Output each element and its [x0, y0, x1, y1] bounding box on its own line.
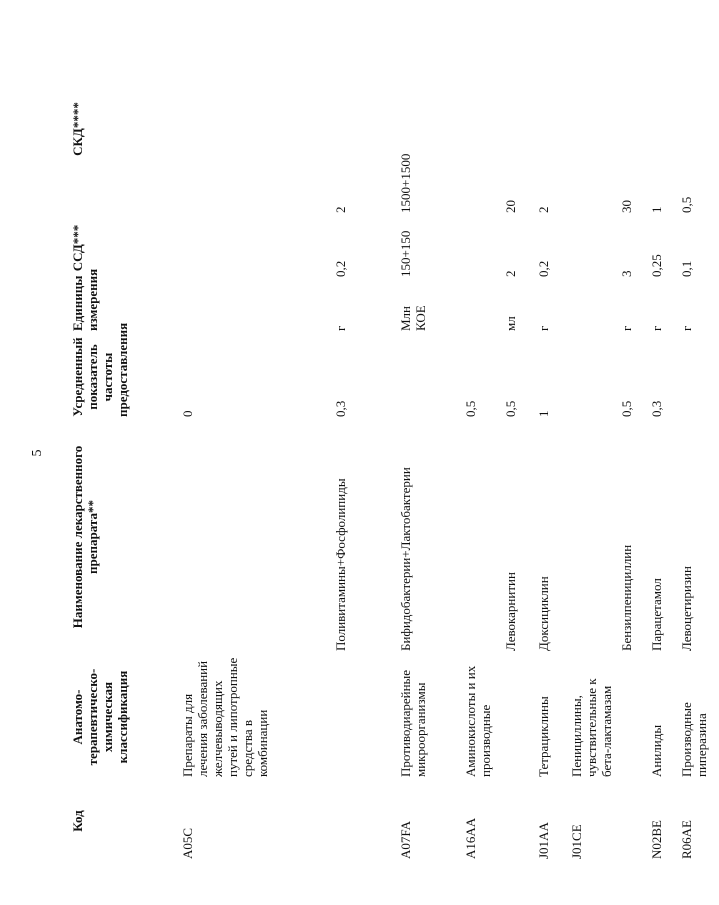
cell-freq — [569, 334, 619, 420]
cell-name — [463, 420, 503, 654]
cell-atc: Пенициллины, чувствительные к бета-лактамазам — [569, 678, 614, 777]
cell-atc — [619, 654, 649, 780]
cell-name: Бифидобактерии+Лактобактерии — [398, 467, 413, 651]
cell-unit: Млн КОЕ — [398, 305, 428, 331]
cell-atc — [333, 654, 398, 780]
cell-unit: мл — [503, 316, 518, 331]
drug-table — [70, 42, 719, 862]
cell-ssd: 0,25 — [649, 254, 664, 277]
cell-freq: 0,5 — [619, 400, 634, 417]
cell-unit: г — [333, 325, 348, 331]
cell-freq: 1 — [536, 410, 551, 417]
cell-name: Поливитамины+Фосфолипиды — [333, 478, 348, 651]
cell-unit: г — [649, 325, 664, 331]
cell-atc: Противодиарейные микроорганизмы — [398, 669, 428, 777]
cell-atc — [503, 654, 536, 780]
cell-name: Доксициклин — [536, 576, 551, 651]
cell-ssd — [569, 216, 619, 280]
table-row — [333, 42, 398, 862]
cell-atc: Тетрациклины — [536, 696, 551, 777]
table-row — [679, 42, 719, 862]
cell-skd: 2 — [536, 206, 551, 213]
cell-skd: 0,5 — [679, 196, 694, 213]
cell-atc: Анилиды — [649, 724, 664, 777]
cell-code: R06AE — [679, 820, 694, 859]
cell-freq: 0,5 — [503, 400, 518, 417]
cell-freq: 0 — [180, 410, 195, 417]
cell-skd — [463, 42, 503, 216]
cell-atc: Аминокислоты и их производные — [463, 665, 493, 777]
cell-name: Парацетамол — [649, 578, 664, 651]
header-name: Наименование лекарственного препарата** — [70, 445, 100, 629]
cell-unit: г — [536, 325, 551, 331]
cell-unit — [569, 280, 619, 334]
cell-code: J01CE — [569, 824, 584, 859]
cell-name: Левоцетиризин — [679, 566, 694, 651]
cell-skd — [569, 42, 619, 216]
cell-code: J01AA — [536, 822, 551, 859]
cell-code: A05C — [180, 827, 195, 859]
cell-unit — [180, 280, 333, 334]
table-row — [569, 42, 619, 862]
cell-freq — [398, 334, 463, 420]
cell-skd: 2 — [333, 206, 348, 213]
cell-freq: 0,3 — [333, 400, 348, 417]
cell-skd: 20 — [503, 200, 518, 213]
page-number: 5 — [30, 449, 45, 457]
table-row — [503, 42, 536, 862]
cell-ssd: 150+150 — [398, 230, 413, 277]
cell-unit: г — [679, 325, 694, 331]
cell-code — [503, 780, 536, 862]
cell-ssd: 0,1 — [679, 260, 694, 277]
cell-ssd: 0,2 — [536, 260, 551, 277]
cell-freq — [679, 334, 719, 420]
header-skd: СКД**** — [70, 102, 85, 156]
cell-name — [569, 420, 619, 654]
header-code: Код — [70, 810, 85, 832]
table-row — [398, 42, 463, 862]
cell-ssd: 0,2 — [333, 260, 348, 277]
cell-name: Бензилпенициллин — [619, 544, 634, 651]
table-row — [180, 42, 333, 862]
header-freq: Усредненный показатель частоты предоставления — [70, 322, 130, 417]
cell-freq: 0,5 — [463, 400, 478, 417]
header-unit: Единицы измерения — [70, 268, 100, 331]
cell-atc: Производные пиперазина — [679, 702, 709, 777]
table-row — [463, 42, 503, 862]
cell-code — [619, 780, 649, 862]
cell-skd: 1500+1500 — [398, 153, 413, 213]
header-atc: Анатомо-терапевтическо-химическая классификация — [70, 668, 130, 766]
cell-atc: Препараты для лечения заболеваний желчевыводящих путей и липотропные средства в комбинации — [180, 657, 270, 777]
cell-ssd — [180, 216, 333, 280]
cell-ssd: 2 — [503, 270, 518, 277]
cell-code — [333, 780, 398, 862]
table-row — [649, 42, 679, 862]
table-header-row — [70, 42, 180, 862]
cell-skd: 1 — [649, 206, 664, 213]
cell-freq: 0,3 — [649, 400, 664, 417]
cell-code: N02BE — [649, 820, 664, 859]
table-row — [536, 42, 569, 862]
header-ssd: ССД*** — [70, 224, 85, 272]
cell-code: A16AA — [463, 817, 478, 859]
cell-skd — [180, 42, 333, 216]
table-row — [619, 42, 649, 862]
cell-unit — [463, 280, 503, 334]
rotated-table-container — [70, 42, 709, 862]
cell-unit: г — [619, 325, 634, 331]
cell-name — [180, 420, 333, 654]
cell-ssd: 3 — [619, 270, 634, 277]
cell-ssd — [463, 216, 503, 280]
cell-code: A07FA — [398, 820, 413, 859]
cell-name: Левокарнитин — [503, 572, 518, 651]
cell-skd: 30 — [619, 200, 634, 213]
